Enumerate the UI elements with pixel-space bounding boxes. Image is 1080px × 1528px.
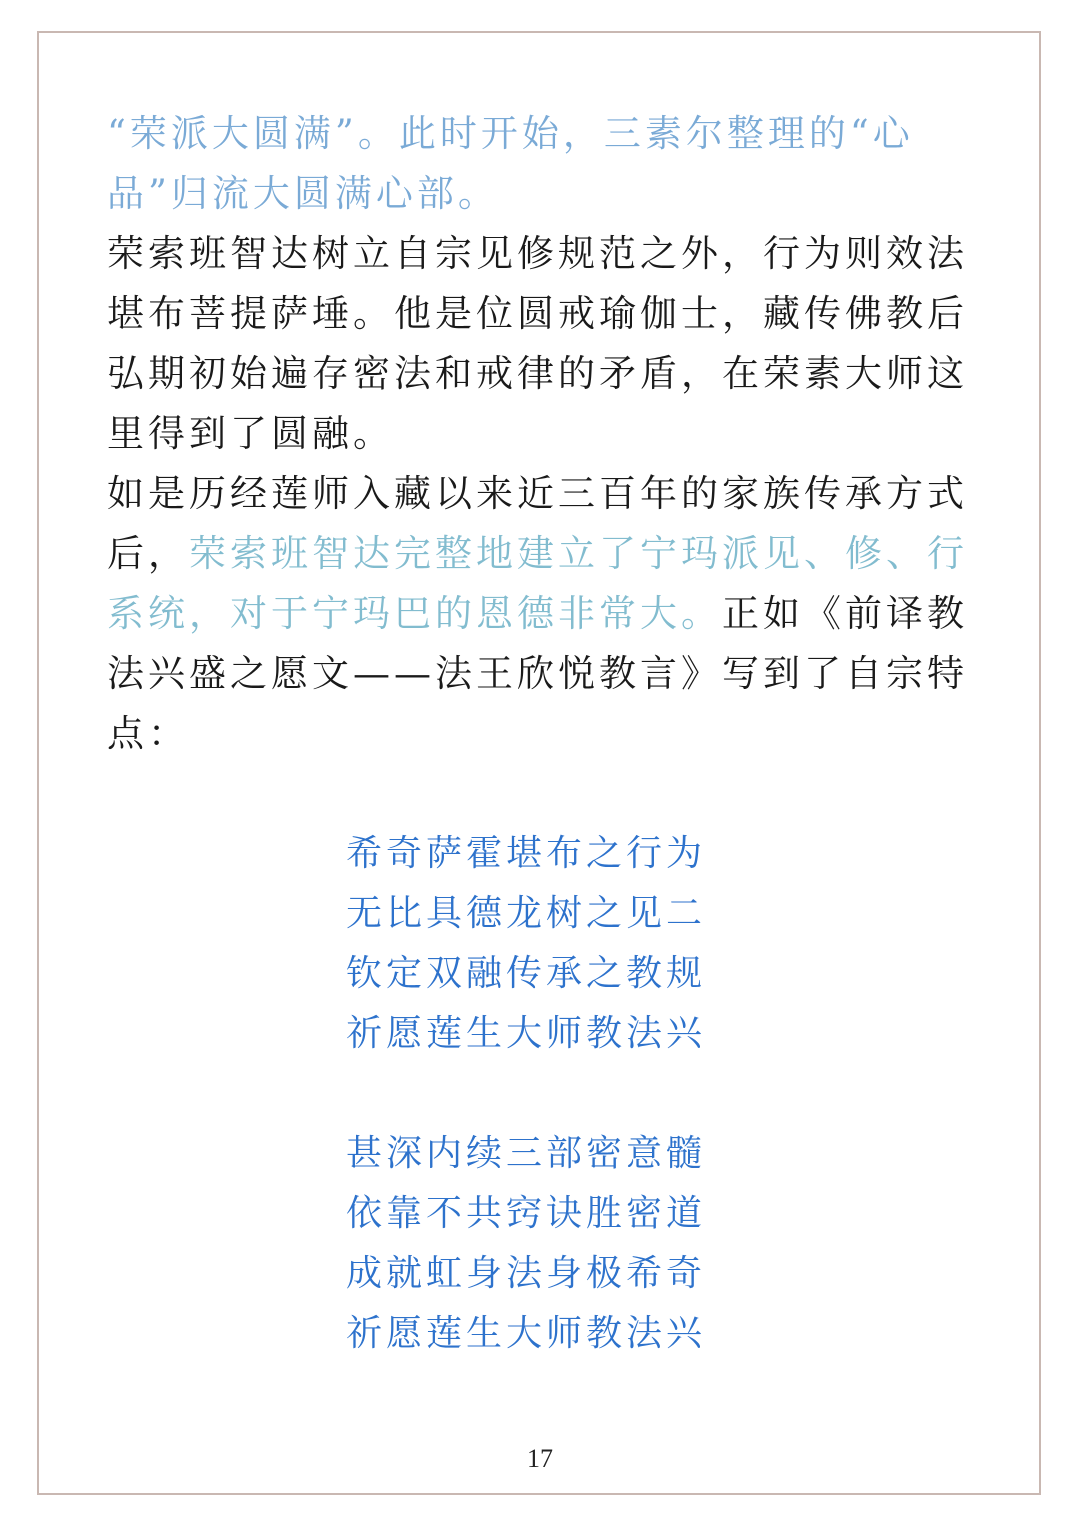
verse-line: 祈愿莲生大师教法兴 [346,1013,707,1054]
paragraph-text: 正如《前译教法兴盛之愿文——法王欣悦教言》写到了自宗特点： [107,592,968,755]
paragraph-text: 如是历经莲师入藏以来近三百年的家族传承方式后， [107,472,968,575]
verse-line: 无比具德龙树之见二 [346,893,707,934]
verse-line: 希奇萨霍堪布之行为 [346,833,707,874]
verse-line: 甚深内续三部密意髓 [346,1133,707,1174]
paragraph-text: 荣索班智达树立自宗见修规范之外，行为则效法堪布菩提萨埵。他是位圆戒瑜伽士，藏传佛教后弘期初始遍存密法和戒律的矛盾，在荣素大师这里得到了圆融。 [107,232,968,455]
verse-stanza-1 [346,824,766,1064]
paragraph-1 [107,104,987,224]
verse-stanza-2 [346,1124,766,1364]
page-number: 17 [527,1444,553,1473]
verse-line: 成就虹身法身极希奇 [346,1253,707,1294]
verse-line: 祈愿莲生大师教法兴 [346,1313,707,1354]
verse-line: 依靠不共窍诀胜密道 [346,1193,707,1234]
verse-block [346,824,766,1364]
verse-line: 钦定双融传承之教规 [346,953,707,994]
paragraph-3 [107,464,987,764]
paragraph-2 [107,224,987,464]
faded-text: 荣索班智达完整地建立了宁玛派见、修、行系统，对于宁玛巴的恩德非常大。 [107,532,968,635]
faded-text: “荣派大圆满”。此时开始，三素尔整理的“心品”归流大圆满心部。 [107,112,914,215]
body-text [107,104,987,764]
